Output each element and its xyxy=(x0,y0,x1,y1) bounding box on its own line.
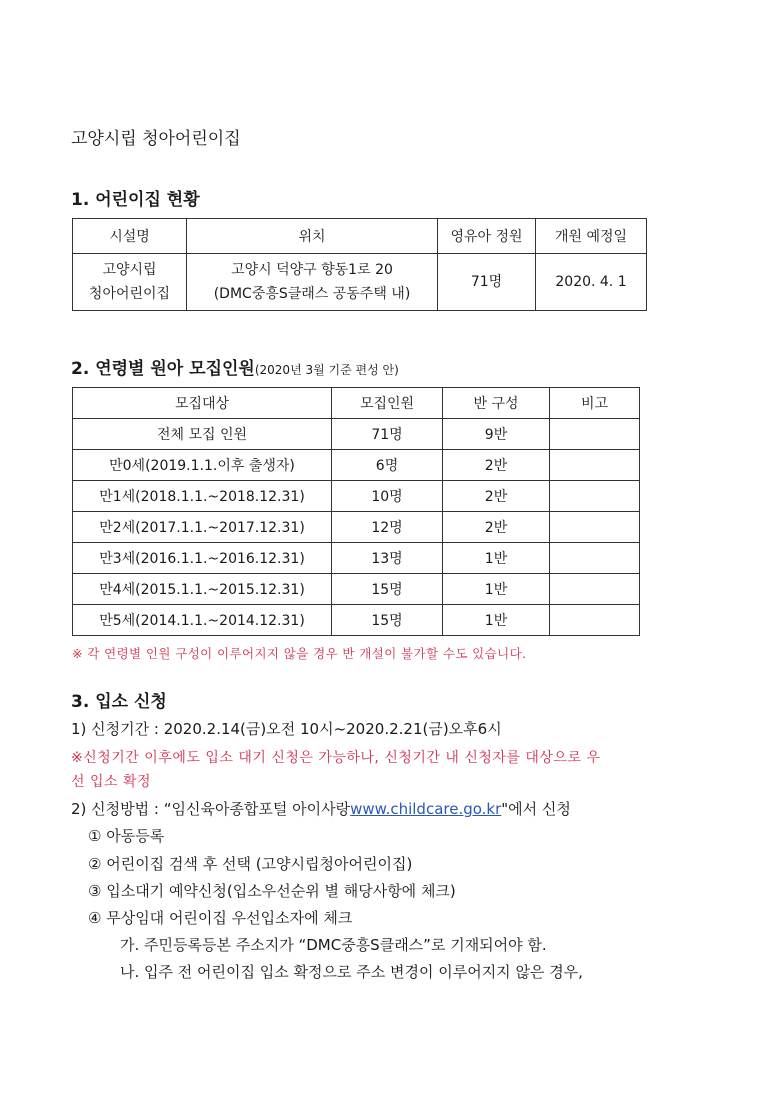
table-row: 만3세(2016.1.1.~2016.12.31) 13명 1반 xyxy=(73,543,640,574)
table-row: 만4세(2015.1.1.~2015.12.31) 15명 1반 xyxy=(73,574,640,605)
table-row: 만2세(2017.1.1.~2017.12.31) 12명 2반 xyxy=(73,512,640,543)
application-method: 2) 신청방법 : “임신육아종합포털 아이사랑www.childcare.go.kr"에서 신청 xyxy=(71,800,571,818)
facility-table xyxy=(72,218,647,311)
open-date-cell: 2020. 4. 1 xyxy=(536,254,647,311)
document-title: 고양시립 청아어린이집 xyxy=(71,129,241,149)
header-cell: 시설명 xyxy=(73,219,187,254)
table-row: 만1세(2018.1.1.~2018.12.31) 10명 2반 xyxy=(73,481,640,512)
period-notice-line1: ※신청기간 이후에도 입소 대기 신청은 가능하나, 신청기간 내 신청자를 대상으로 우 xyxy=(71,750,601,766)
header-cell: 영유아 정원 xyxy=(438,219,536,254)
capacity-cell: 71명 xyxy=(438,254,536,311)
application-period: 1) 신청기간 : 2020.2.14(금)오전 10시~2020.2.21(금)오후6시 xyxy=(71,720,502,738)
table-row xyxy=(73,254,647,311)
section1-heading: 1. 어린이집 현황 xyxy=(71,190,200,210)
period-notice-line2: 선 입소 확정 xyxy=(71,774,152,790)
table-row: 만5세(2014.1.1.~2014.12.31) 15명 1반 xyxy=(73,605,640,636)
sub-item-b: 나. 입주 전 어린이집 입소 확정으로 주소 변경이 이루어지지 않은 경우, xyxy=(120,963,583,981)
location-cell: 고양시 덕양구 향동1로 20 (DMC중흥S클래스 공동주택 내) xyxy=(187,254,438,311)
header-cell: 비고 xyxy=(550,388,640,419)
table-row: 만0세(2019.1.1.이후 출생자) 6명 2반 xyxy=(73,450,640,481)
class-notice: ※ 각 연령별 인원 구성이 이루어지지 않을 경우 반 개설이 불가할 수도 있습니다. xyxy=(72,646,527,661)
section3-heading: 3. 입소 신청 xyxy=(71,692,167,712)
table-header-row xyxy=(73,388,640,419)
section2-heading: 2. 연령별 원아 모집인원(2020년 3월 기준 편성 안) xyxy=(71,359,399,379)
header-cell: 모집인원 xyxy=(332,388,443,419)
header-cell: 반 구성 xyxy=(443,388,550,419)
sub-item-a: 가. 주민등록등본 주소지가 “DMC중흥S클래스”로 기재되어야 함. xyxy=(120,936,547,954)
table-header-row xyxy=(73,219,647,254)
header-cell: 개원 예정일 xyxy=(536,219,647,254)
step-item: ③ 입소대기 예약신청(입소우선순위 별 해당사항에 체크) xyxy=(88,882,456,900)
facility-name-cell: 고양시립 청아어린이집 xyxy=(73,254,187,311)
header-cell: 모집대상 xyxy=(73,388,332,419)
step-item: ④ 무상임대 어린이집 우선입소자에 체크 xyxy=(88,909,353,927)
step-item: ① 아동등록 xyxy=(88,827,165,845)
header-cell: 위치 xyxy=(187,219,438,254)
childcare-portal-link[interactable]: www.childcare.go.kr xyxy=(350,800,502,818)
step-item: ② 어린이집 검색 후 선택 (고양시립청아어린이집) xyxy=(88,855,413,873)
enrollment-table xyxy=(72,387,640,636)
table-row: 전체 모집 인원 71명 9반 xyxy=(73,419,640,450)
